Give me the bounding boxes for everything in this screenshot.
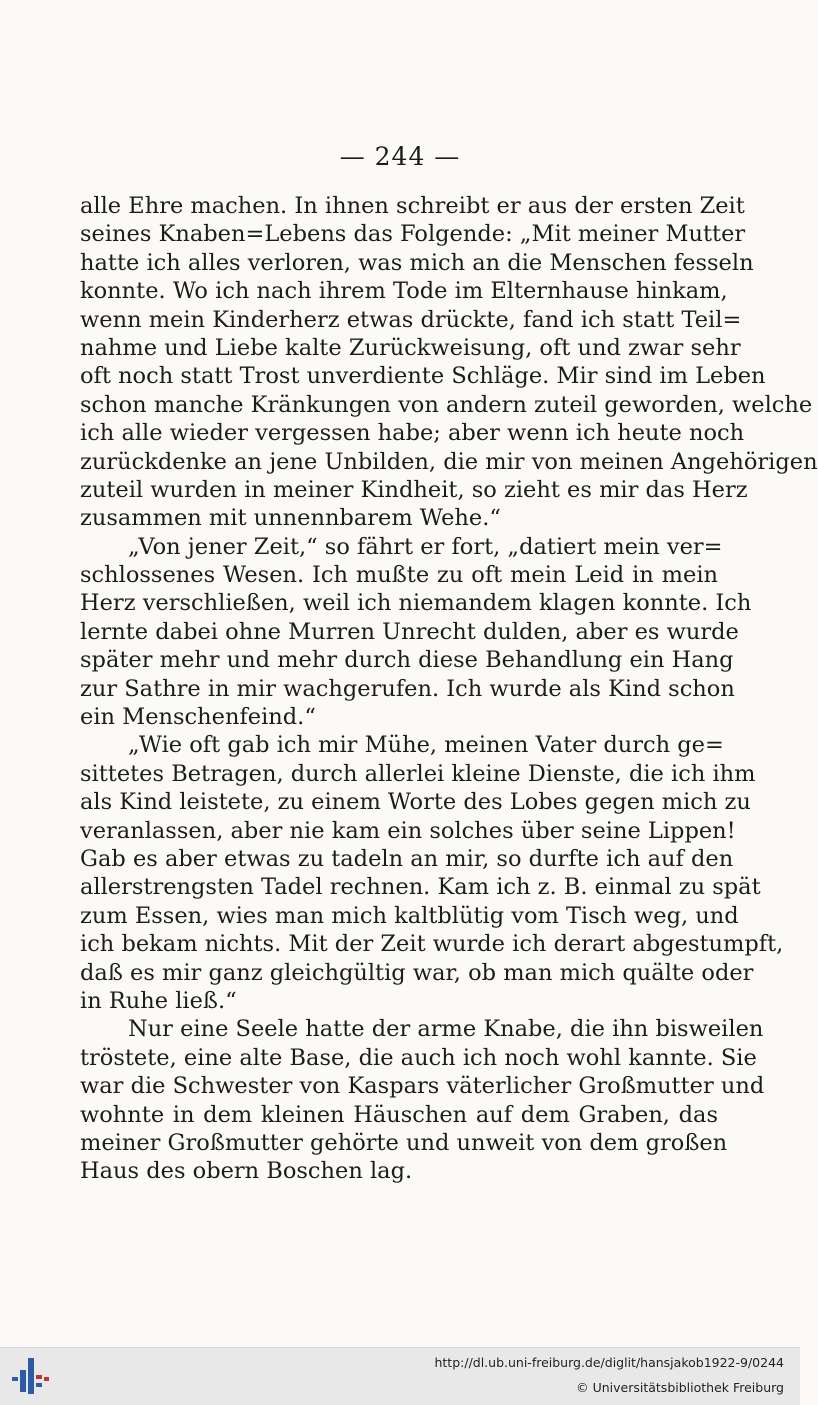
text-line: zur Sathre in mir wachgerufen. Ich wurde als Kind schon bbox=[80, 675, 735, 702]
document-url[interactable]: http://dl.ub.uni-freiburg.de/diglit/hansjakob1922-9/0244 bbox=[434, 1355, 784, 1370]
text-line: Haus des obern Boschen lag. bbox=[80, 1158, 413, 1185]
footer-bar bbox=[0, 1347, 800, 1405]
text-line: allerstrengsten Tadel rechnen. Kam ich z. B. einmal zu spät bbox=[80, 874, 761, 901]
text-line: zurückdenke an jene Unbilden, die mir von meinen Angehörigen bbox=[80, 448, 818, 475]
text-line: zuteil wurden in meiner Kindheit, so zieht es mir das Herz bbox=[80, 476, 748, 503]
page-number: — 244 — bbox=[339, 142, 461, 171]
text-line: nahme und Liebe kalte Zurückweisung, oft und zwar sehr bbox=[80, 334, 741, 361]
text-line: tröstete, eine alte Base, die auch ich noch wohl kannte. Sie bbox=[80, 1044, 757, 1071]
text-line: zusammen mit unnennbarem Wehe.“ bbox=[80, 505, 501, 532]
text-line: war die Schwester von Kaspars väterlicher Großmutter und bbox=[80, 1073, 765, 1100]
text-line: meiner Großmutter gehörte und unweit von dem großen bbox=[80, 1129, 728, 1156]
text-line: wenn mein Kinderherz etwas drückte, fand ich statt Teil= bbox=[80, 306, 742, 333]
text-line: veranlassen, aber nie kam ein solches über seine Lippen! bbox=[80, 817, 736, 844]
text-line: konnte. Wo ich nach ihrem Tode im Elternhause hinkam, bbox=[80, 278, 728, 305]
text-line: Gab es aber etwas zu tadeln an mir, so durfte ich auf den bbox=[80, 845, 734, 872]
body-text bbox=[80, 192, 818, 1186]
text-line: später mehr und mehr durch diese Behandlung ein Hang bbox=[80, 647, 734, 674]
text-line: oft noch statt Trost unverdiente Schläge. Mir sind im Leben bbox=[80, 363, 766, 390]
text-line: in Ruhe ließ.“ bbox=[80, 987, 237, 1014]
text-line: Herz verschließen, weil ich niemandem klagen konnte. Ich bbox=[80, 590, 752, 617]
text-line: sittetes Betragen, durch allerlei kleine Dienste, die ich ihm bbox=[80, 760, 756, 787]
text-line: wohnte in dem kleinen Häuschen auf dem Graben, das bbox=[80, 1101, 718, 1128]
text-line: zum Essen, wies man mich kaltblütig vom Tisch weg, und bbox=[80, 902, 739, 929]
text-line: „Von jener Zeit,“ so fährt er fort, „datiert mein ver= bbox=[128, 533, 723, 560]
text-line: ich bekam nichts. Mit der Zeit wurde ich derart abgestumpft, bbox=[80, 931, 784, 958]
text-line: ein Menschenfeind.“ bbox=[80, 704, 316, 731]
text-line: schlossenes Wesen. Ich mußte zu oft mein Leid in mein bbox=[80, 562, 718, 589]
ub-freiburg-logo-icon bbox=[10, 1356, 50, 1396]
text-line: lernte dabei ohne Murren Unrecht dulden, aber es wurde bbox=[80, 618, 739, 645]
text-line: alle Ehre machen. In ihnen schreibt er aus der ersten Zeit bbox=[80, 193, 745, 219]
text-line: Nur eine Seele hatte der arme Knabe, die ihn bisweilen bbox=[128, 1016, 764, 1043]
text-line: hatte ich alles verloren, was mich an die Menschen fesseln bbox=[80, 249, 754, 276]
copyright-notice: © Universitätsbibliothek Freiburg bbox=[576, 1380, 784, 1395]
text-line: als Kind leistete, zu einem Worte des Lobes gegen mich zu bbox=[80, 789, 751, 816]
text-line: schon manche Kränkungen von andern zuteil geworden, welche bbox=[80, 391, 813, 418]
text-line: „Wie oft gab ich mir Mühe, meinen Vater durch ge= bbox=[128, 732, 724, 759]
text-line: daß es mir ganz gleichgültig war, ob man mich quälte oder bbox=[80, 959, 754, 986]
text-line: ich alle wieder vergessen habe; aber wenn ich heute noch bbox=[80, 420, 745, 447]
text-line: seines Knaben=Lebens das Folgende: „Mit meiner Mutter bbox=[80, 221, 746, 248]
